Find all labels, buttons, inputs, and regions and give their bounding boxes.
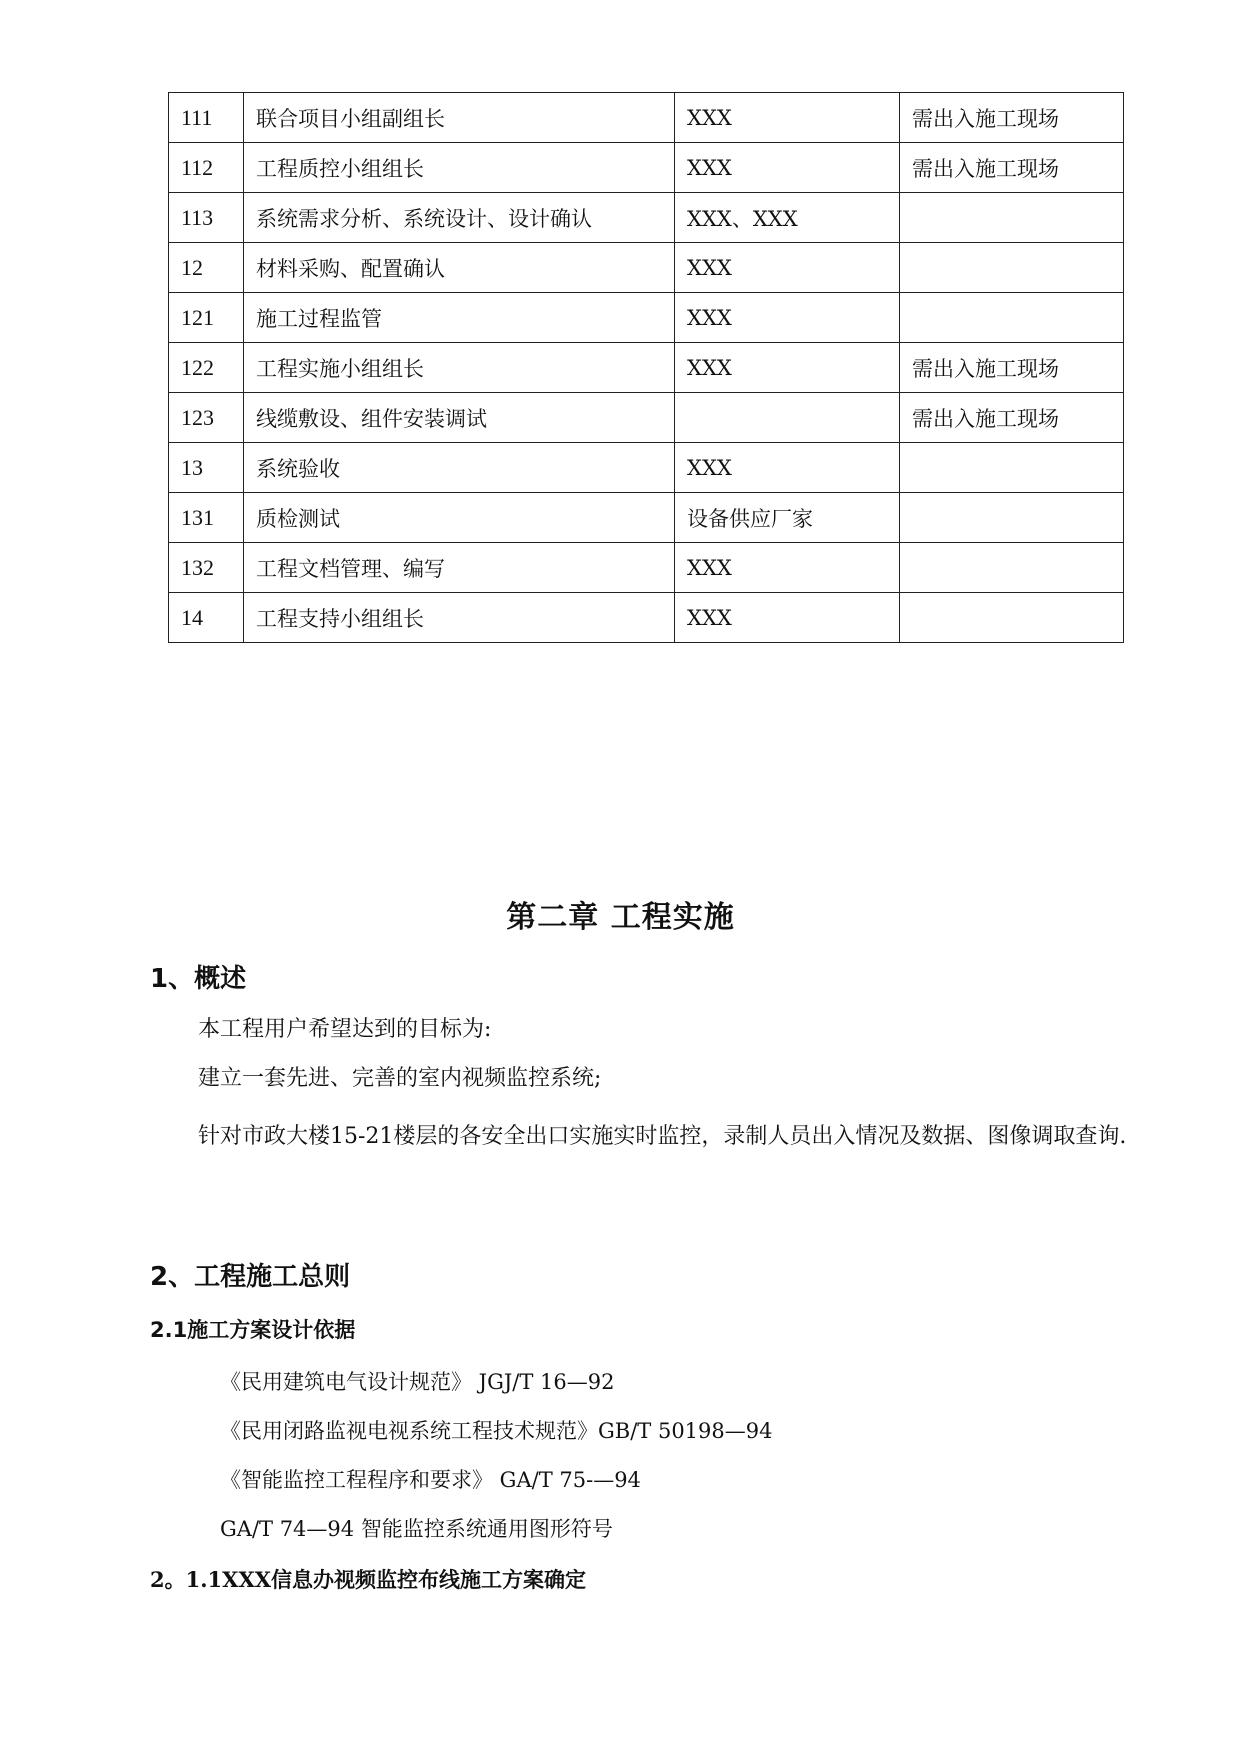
task-cell: 工程支持小组组长 [244, 593, 675, 643]
task-cell: 系统需求分析、系统设计、设计确认 [244, 193, 675, 243]
task-cell: 联合项目小组副组长 [244, 93, 675, 143]
code-cell: 111 [169, 93, 244, 143]
paragraph-goal-system: 建立一套先进、完善的室内视频监控系统; [198, 1066, 602, 1091]
note-cell [900, 443, 1124, 493]
subsubsection-heading-plan: 2。1.1XXX信息办视频监控布线施工方案确定 [150, 1567, 587, 1592]
table-row [169, 593, 1124, 643]
table-row [169, 143, 1124, 193]
code-cell: 122 [169, 343, 244, 393]
person-cell: XXX [675, 593, 900, 643]
person-cell: XXX [675, 93, 900, 143]
table-row [169, 243, 1124, 293]
note-cell: 需出入施工现场 [900, 343, 1124, 393]
note-cell [900, 193, 1124, 243]
paragraph-goal-intro: 本工程用户希望达到的目标为: [198, 1017, 492, 1042]
code-cell: 13 [169, 443, 244, 493]
paragraph-goal-monitoring: 针对市政大楼15-21楼层的各安全出口实施实时监控，录制人员出入情况及数据、图像调取查询. [198, 1124, 1127, 1149]
task-cell: 工程文档管理、编写 [244, 543, 675, 593]
reference-item: 《民用闭路监视电视系统工程技术规范》GB/T 50198—94 [220, 1419, 773, 1443]
note-cell: 需出入施工现场 [900, 93, 1124, 143]
person-cell: XXX [675, 293, 900, 343]
note-cell [900, 243, 1124, 293]
table-row [169, 343, 1124, 393]
table-row [169, 193, 1124, 243]
person-cell: XXX [675, 243, 900, 293]
task-cell: 工程实施小组组长 [244, 343, 675, 393]
table-row [169, 393, 1124, 443]
task-cell: 施工过程监管 [244, 293, 675, 343]
reference-item: GA/T 74—94 智能监控系统通用图形符号 [220, 1517, 613, 1541]
person-cell: 设备供应厂家 [675, 493, 900, 543]
task-cell: 线缆敷设、组件安装调试 [244, 393, 675, 443]
section-heading-overview: 1、概述 [150, 964, 247, 994]
task-cell: 系统验收 [244, 443, 675, 493]
table-body [169, 93, 1124, 643]
code-cell: 131 [169, 493, 244, 543]
person-cell: XXX [675, 443, 900, 493]
task-cell: 工程质控小组组长 [244, 143, 675, 193]
code-cell: 113 [169, 193, 244, 243]
table-row [169, 93, 1124, 143]
table-row [169, 293, 1124, 343]
note-cell [900, 593, 1124, 643]
subsection-heading-design-basis: 2.1施工方案设计依据 [150, 1318, 356, 1342]
person-cell [675, 393, 900, 443]
code-cell: 112 [169, 143, 244, 193]
table-row [169, 543, 1124, 593]
section-heading-general-rules: 2、工程施工总则 [150, 1262, 351, 1292]
note-cell: 需出入施工现场 [900, 393, 1124, 443]
code-cell: 123 [169, 393, 244, 443]
code-cell: 14 [169, 593, 244, 643]
person-cell: XXX [675, 543, 900, 593]
staff-assignment-table [168, 92, 1124, 643]
task-cell: 材料采购、配置确认 [244, 243, 675, 293]
code-cell: 121 [169, 293, 244, 343]
person-cell: XXX [675, 143, 900, 193]
code-cell: 132 [169, 543, 244, 593]
note-cell [900, 293, 1124, 343]
note-cell: 需出入施工现场 [900, 143, 1124, 193]
table-row [169, 493, 1124, 543]
reference-item: 《民用建筑电气设计规范》 JGJ/T 16—92 [220, 1370, 615, 1394]
table-row [169, 443, 1124, 493]
person-cell: XXX [675, 343, 900, 393]
reference-item: 《智能监控工程程序和要求》 GA/T 75-—94 [220, 1468, 641, 1492]
note-cell [900, 493, 1124, 543]
code-cell: 12 [169, 243, 244, 293]
person-cell: XXX、XXX [675, 193, 900, 243]
task-cell: 质检测试 [244, 493, 675, 543]
chapter-title: 第二章 工程实施 [506, 900, 735, 935]
note-cell [900, 543, 1124, 593]
